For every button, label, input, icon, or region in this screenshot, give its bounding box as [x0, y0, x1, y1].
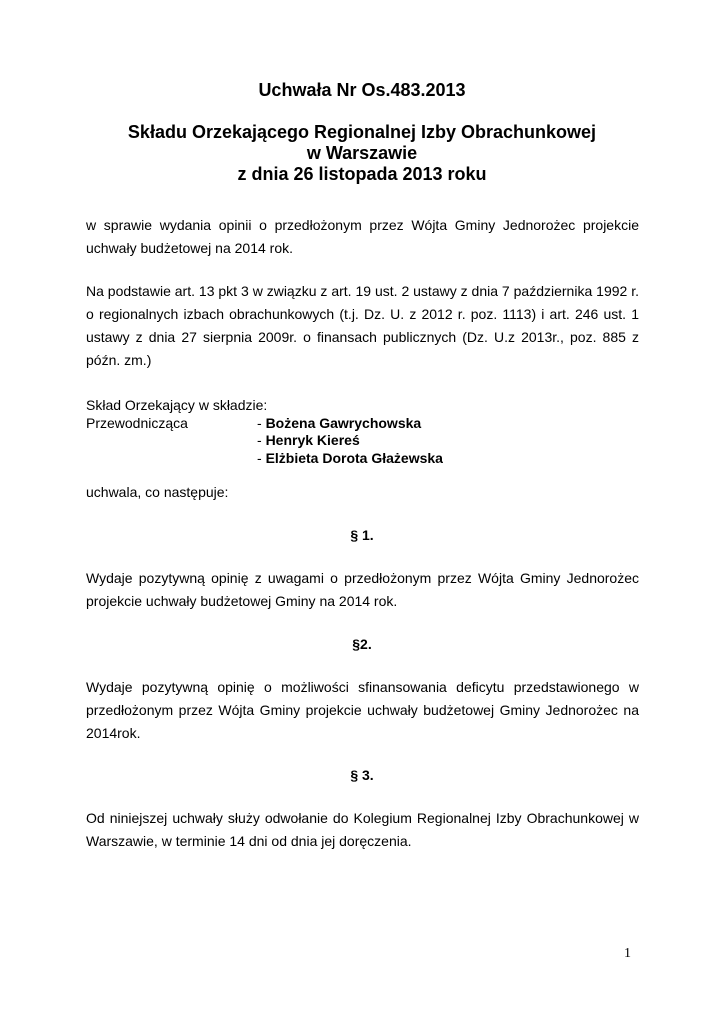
- composition-member-row: [86, 415, 639, 433]
- section-text-3: Od niniejszej uchwały służy odwołanie do Kolegium Regionalnej Izby Obrachunkowej w Warszawie, w terminie 14 dni od dnia jej doręczenia.: [86, 810, 639, 849]
- member-dash: -: [257, 432, 266, 448]
- section-sign-3: § 3.: [350, 767, 374, 783]
- resolves-statement: uchwala, co następuje:: [86, 484, 229, 500]
- subtitle-line-date: z dnia 26 listopada 2013 roku: [237, 164, 487, 184]
- member-dash: -: [257, 449, 266, 466]
- subtitle-line-city: w Warszawie: [306, 143, 418, 163]
- chair-role-label: Przewodnicząca: [86, 414, 188, 431]
- section-sign-2: §2.: [352, 636, 372, 652]
- section-text-1: Wydaje pozytywną opinię z uwagami o przedłożonym przez Wójta Gminy Jednorożec projekcie uchwały budżetowej Gminy na 2014 rok.: [86, 570, 639, 609]
- section-sign-1: § 1.: [350, 527, 374, 543]
- section-text-2: Wydaje pozytywną opinię o możliwości sfinansowania deficytu przedstawionego w przedłożonym przez Wójta Gminy projekcie uchwały budżetowej Gminy Jednorożec na 2014rok.: [86, 679, 639, 741]
- member-name: Henryk Kiereś: [265, 432, 360, 448]
- page-number: 1: [624, 946, 631, 961]
- resolution-title: Uchwała Nr Os.483.2013: [258, 80, 466, 100]
- legal-basis-paragraph: Na podstawie art. 13 pkt 3 w związku z art. 19 ust. 2 ustawy z dnia 7 października 1992 r. o regionalnych izbach obrachunkowych (t.j. Dz. U. z 2012 r. poz. 1113) i art. 246 ust. 1 ustawy z dnia 27 sierpnia 2009r. o finansach publicznych (Dz. U.z 2013r., poz. 885 z późn. zm.): [86, 283, 639, 368]
- composition-member-row: [86, 432, 639, 450]
- member-name: Bożena Gawrychowska: [265, 414, 422, 431]
- composition-heading-row: [86, 397, 639, 415]
- member-dash: -: [257, 414, 266, 431]
- subject-paragraph: w sprawie wydania opinii o przedłożonym przez Wójta Gminy Jednorożec projekcie uchwały budżetowej na 2014 rok.: [86, 217, 639, 256]
- resolution-subtitle: [0, 122, 724, 185]
- panel-composition: [86, 397, 639, 467]
- composition-member-row: [86, 450, 639, 468]
- member-name: Elżbieta Dorota Głażewska: [265, 449, 443, 466]
- subtitle-line-issuer: Składu Orzekającego Regionalnej Izby Obrachunkowej: [127, 122, 597, 142]
- composition-heading: Skład Orzekający w składzie:: [86, 397, 268, 413]
